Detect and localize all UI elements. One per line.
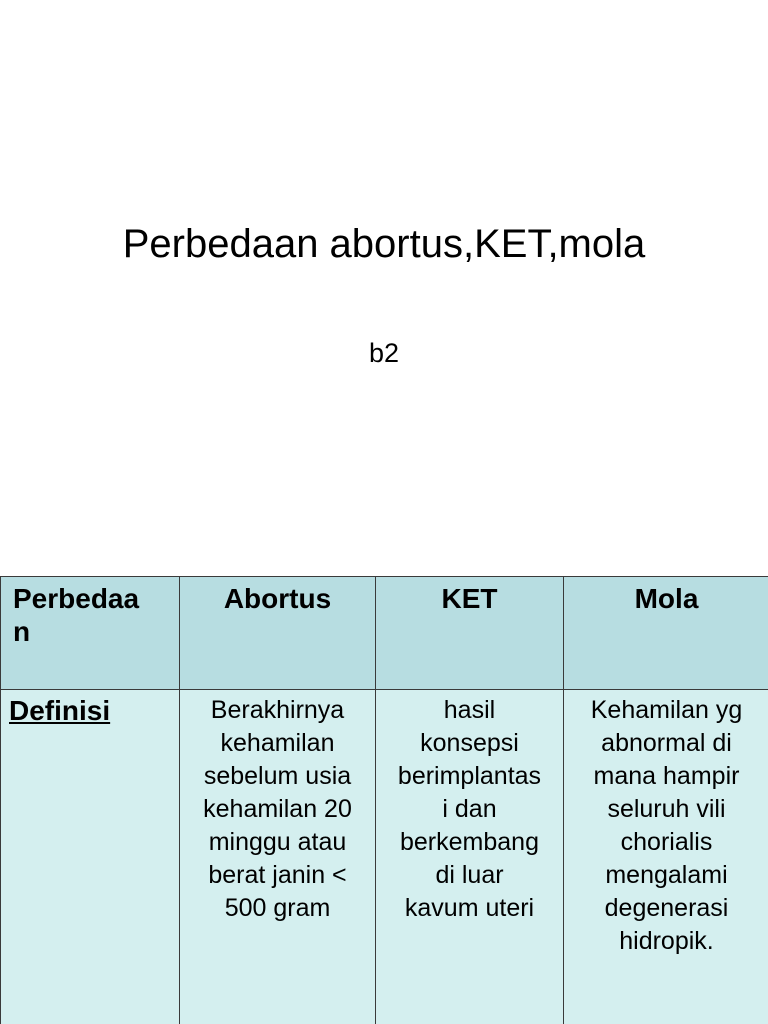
slide-subtitle: b2 (368, 338, 400, 368)
comparison-table (0, 576, 768, 1024)
cell-definisi-ket: hasil konsepsi berimplantas i dan berkembang di luar kavum uteri (376, 690, 564, 1024)
row-label-definisi: Definisi (1, 690, 180, 1024)
header-perbedaan: Perbedaa n (1, 577, 180, 690)
cell-definisi-abortus: Berakhirnya kehamilan sebelum usia kehamilan 20 minggu atau berat janin < 500 gram (180, 690, 376, 1024)
cell-definisi-mola: Kehamilan yg abnormal di mana hampir seluruh vili chorialis mengalami degenerasi hidropik. (564, 690, 768, 1024)
header-ket: KET (376, 577, 564, 690)
table-row-definisi (1, 690, 768, 1024)
header-mola: Mola (564, 577, 768, 690)
comparison-table-slide (0, 576, 768, 1024)
table-header-row (1, 577, 768, 690)
slide-title: Perbedaan abortus,KET,mola (122, 222, 646, 266)
header-abortus: Abortus (180, 577, 376, 690)
